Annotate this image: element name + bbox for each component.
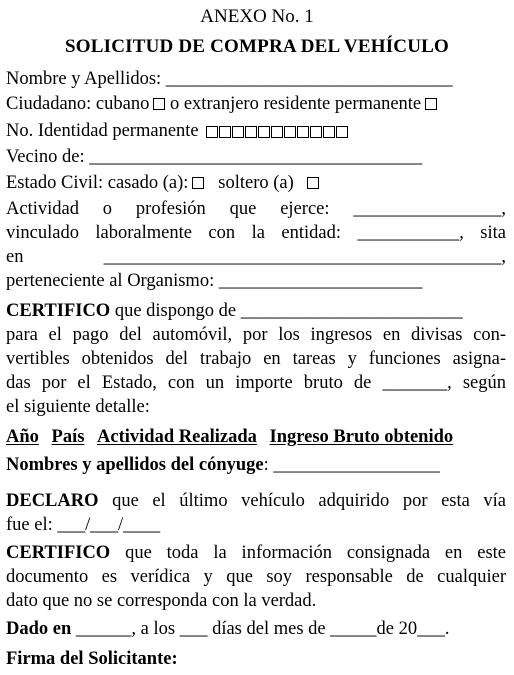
- id-number-boxes[interactable]: [205, 121, 348, 143]
- id-digit-box[interactable]: [245, 126, 257, 138]
- paragraph-line: el siguiente detalle:: [6, 397, 150, 417]
- name-field[interactable]: Nombre y Apellidos: _______________________________: [6, 69, 453, 89]
- certifico-label: CERTIFICO: [6, 543, 111, 563]
- paragraph-line[interactable]: das por el Estado, con un importe bruto de _______, según: [6, 373, 506, 393]
- id-label: No. Identidad permanente: [6, 121, 199, 141]
- certifico-truth-row: [6, 542, 506, 564]
- citizen-label: Ciudadano: cubano: [6, 94, 150, 114]
- signature-row: [6, 648, 506, 670]
- dado-row: [6, 618, 506, 640]
- cuban-checkbox[interactable]: [153, 98, 165, 110]
- foreign-resident-checkbox[interactable]: [425, 98, 437, 110]
- paragraph-line: dato que no se corresponda con la verdad.: [6, 591, 317, 611]
- id-digit-box[interactable]: [271, 126, 283, 138]
- column-activity: Actividad Realizada: [97, 427, 257, 447]
- citizenship-row: [6, 93, 506, 115]
- id-digit-box[interactable]: [258, 126, 270, 138]
- id-digit-box[interactable]: [219, 126, 231, 138]
- certifico-label: CERTIFICO: [6, 301, 111, 321]
- id-digit-box[interactable]: [206, 126, 218, 138]
- dado-label: Dado en: [6, 619, 72, 639]
- column-income: Ingreso Bruto obtenido: [269, 427, 454, 447]
- activity-field[interactable]: Actividad o profesión que ejerce: ________________,: [6, 199, 506, 219]
- paragraph-line: para el pago del automóvil, por los ingresos en divisas con-: [6, 325, 506, 345]
- id-digit-box[interactable]: [297, 126, 309, 138]
- certifico-funds: [6, 300, 506, 322]
- single-label: soltero (a): [218, 173, 294, 193]
- form-title: SOLICITUD DE COMPRA DEL VEHÍCULO: [64, 36, 449, 57]
- signature-label: Firma del Solicitante:: [6, 649, 178, 669]
- id-digit-box[interactable]: [310, 126, 322, 138]
- id-row: [6, 120, 506, 143]
- located-in-field[interactable]: en ___________________________________________,: [6, 247, 506, 267]
- paragraph-line: documento es verídica y que soy responsable de cualquier: [6, 567, 506, 587]
- funds-field[interactable]: que dispongo de ________________________: [110, 301, 463, 321]
- married-checkbox[interactable]: [192, 177, 204, 189]
- id-digit-box[interactable]: [232, 126, 244, 138]
- spouse-row: [6, 454, 506, 476]
- spouse-field[interactable]: : __________________: [263, 455, 440, 475]
- place-date-field[interactable]: ______, a los ___ días del mes de _____de 20___.: [71, 619, 450, 639]
- id-digit-box[interactable]: [323, 126, 335, 138]
- declaro-text: que el último vehículo adquirido por esta vía: [98, 491, 506, 511]
- last-vehicle-date-field[interactable]: fue el: ___/___/____: [6, 515, 161, 535]
- annex-title: ANEXO No. 1: [200, 6, 314, 27]
- declaro-label: DECLARO: [6, 491, 99, 511]
- civil-status-row: [6, 172, 506, 194]
- column-year: Año: [6, 427, 39, 447]
- certifico-text: que toda la información consignada en este: [110, 543, 506, 563]
- detail-columns: [6, 426, 506, 448]
- declaro-row: [6, 490, 506, 512]
- vecino-field[interactable]: Vecino de: ____________________________________: [6, 147, 423, 167]
- single-checkbox[interactable]: [307, 177, 319, 189]
- organism-field[interactable]: perteneciente al Organismo: ______________________: [6, 271, 423, 291]
- id-digit-box[interactable]: [284, 126, 296, 138]
- linked-entity-field[interactable]: vinculado laboralmente con la entidad: ___________, sita: [6, 223, 506, 243]
- id-digit-box[interactable]: [336, 126, 348, 138]
- paragraph-line: vertibles obtenidos del trabajo en tareas y funciones asigna-: [6, 349, 506, 369]
- civil-label: Estado Civil: casado (a):: [6, 173, 189, 193]
- spouse-label: Nombres y apellidos del cónyuge: [6, 455, 264, 475]
- column-country: País: [51, 427, 85, 447]
- foreign-resident-label: o extranjero residente permanente: [169, 94, 422, 114]
